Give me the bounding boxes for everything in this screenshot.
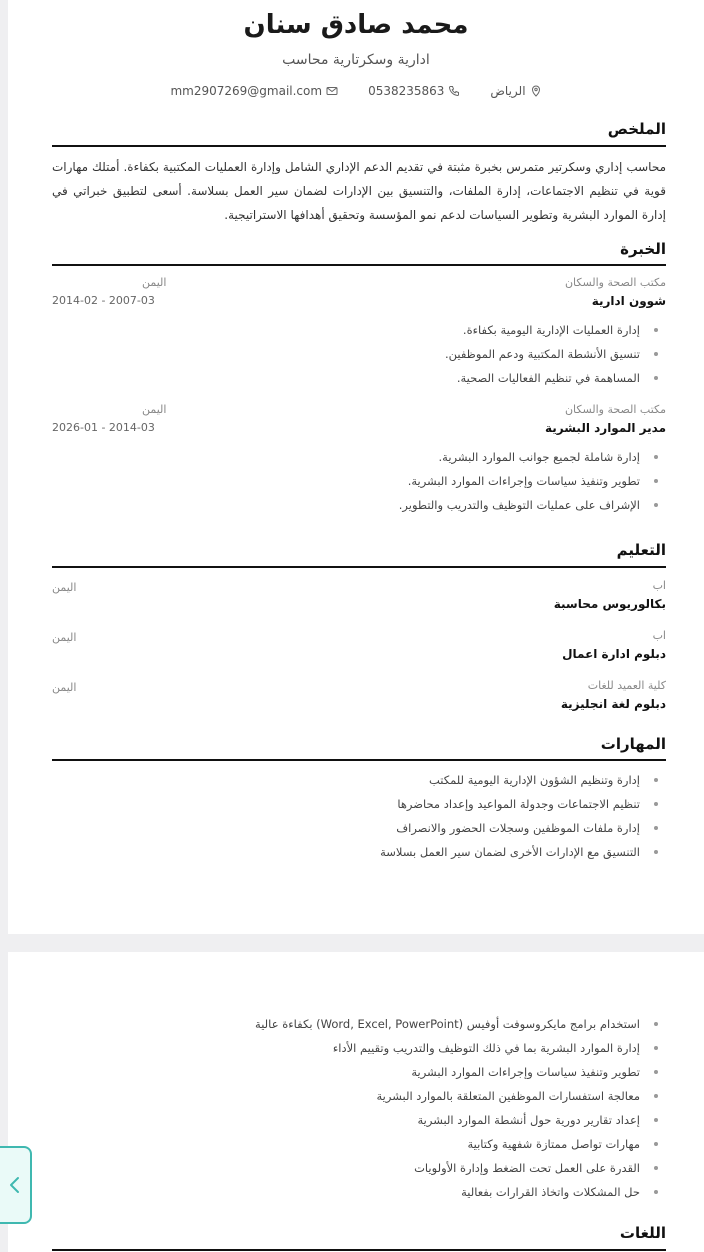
summary-divider <box>52 145 666 147</box>
experience-bullets <box>445 318 666 390</box>
skills-list-continued <box>255 1012 666 1204</box>
education-degree: دبلوم ادارة اعمال <box>562 647 666 661</box>
education-school: كلية العميد للغات <box>587 679 666 692</box>
phone-text: 0538235863 <box>368 84 445 98</box>
list-item: مهارات تواصل ممتازة شفهية وكتابية <box>255 1132 666 1156</box>
experience-dates: 2026-01 - 2014-03 <box>52 421 155 434</box>
email-text: mm2907269@gmail.com <box>170 84 323 98</box>
map-pin-icon <box>530 85 542 97</box>
list-item: التنسيق مع الإدارات الأخرى لضمان سير العمل بسلاسة <box>380 840 666 864</box>
summary-heading: الملخص <box>607 120 666 138</box>
experience-org: مكتب الصحة والسكان <box>564 276 666 289</box>
experience-location: اليمن <box>142 403 167 416</box>
experience-role: مدير الموارد البشرية <box>544 421 666 435</box>
list-item: القدرة على العمل تحت الضغط وإدارة الأولويات <box>255 1156 666 1180</box>
contact-info <box>16 84 696 98</box>
list-item: إدارة وتنظيم الشؤون الإدارية اليومية للمكتب <box>380 768 666 792</box>
skills-divider <box>52 759 666 761</box>
candidate-name: محمد صادق سنان <box>243 10 469 40</box>
education-location: اليمن <box>52 681 77 694</box>
list-item: تطوير وتنفيذ سياسات وإجراءات الموارد البشرية <box>255 1060 666 1084</box>
previous-page-button[interactable] <box>0 1146 32 1224</box>
list-item: إدارة الموارد البشرية بما في ذلك التوظيف والتدريب وتقييم الأداء <box>255 1036 666 1060</box>
education-school: اب <box>652 579 666 592</box>
list-item: إدارة شاملة لجميع جوانب الموارد البشرية. <box>399 445 666 469</box>
contact-email <box>170 84 338 98</box>
experience-role: شوون ادارية <box>591 294 666 308</box>
education-location: اليمن <box>52 631 77 644</box>
list-item: معالجة استفسارات الموظفين المتعلقة بالموارد البشرية <box>255 1084 666 1108</box>
skills-list <box>380 768 666 864</box>
list-item: تنسيق الأنشطة المكتبية ودعم الموظفين. <box>445 342 666 366</box>
summary-text: محاسب إداري وسكرتير متمرس بخبرة مثبتة في تقديم الدعم الإداري الشامل وإدارة العمليات المكتبية بكفاءة. أمتلك مهارات قوية في تنظيم الاجتماعات، إدارة الملفات، والتنسيق بين الإدارات لضمان سير العمل بسلاسة. أسعى لتطبيق خبراتي في إدارة الموارد البشرية وتطوير السياسات لدعم نمو المؤسسة وتحقيق أهدافها الاستراتيجية. <box>52 160 666 222</box>
education-divider <box>52 566 666 568</box>
chevron-left-icon <box>8 1176 22 1194</box>
skills-heading: المهارات <box>600 735 666 753</box>
list-item: المساهمة في تنظيم الفعاليات الصحية. <box>445 366 666 390</box>
job-title: ادارية وسكرتارية محاسب <box>282 52 430 68</box>
education-degree: دبلوم لغة انجليزية <box>560 697 666 711</box>
contact-location <box>490 84 541 98</box>
experience-divider <box>52 264 666 266</box>
list-item: إعداد تقارير دورية حول أنشطة الموارد البشرية <box>255 1108 666 1132</box>
experience-bullets <box>399 445 666 517</box>
resume-page-1 <box>8 0 704 934</box>
languages-divider <box>52 1249 666 1251</box>
education-heading: التعليم <box>616 541 666 559</box>
experience-heading: الخبرة <box>620 240 666 258</box>
education-degree: بكالوريوس محاسبة <box>553 597 666 611</box>
languages-heading: اللغات <box>619 1224 666 1242</box>
location-text: الرياض <box>490 84 526 98</box>
education-school: اب <box>652 629 666 642</box>
experience-location: اليمن <box>142 276 167 289</box>
list-item: استخدام برامج مايكروسوفت أوفيس (Word, Excel, PowerPoint) بكفاءة عالية <box>255 1012 666 1036</box>
list-item: تطوير وتنفيذ سياسات وإجراءات الموارد البشرية. <box>399 469 666 493</box>
experience-org: مكتب الصحة والسكان <box>564 403 666 416</box>
resume-page-2 <box>8 952 704 1252</box>
experience-dates: 2014-02 - 2007-03 <box>52 294 155 307</box>
list-item: الإشراف على عمليات التوظيف والتدريب والتطوير. <box>399 493 666 517</box>
mail-icon <box>326 85 338 97</box>
phone-icon <box>448 85 460 97</box>
education-location: اليمن <box>52 581 77 594</box>
list-item: إدارة العمليات الإدارية اليومية بكفاءة. <box>445 318 666 342</box>
list-item: تنظيم الاجتماعات وجدولة المواعيد وإعداد محاضرها <box>380 792 666 816</box>
list-item: إدارة ملفات الموظفين وسجلات الحضور والانصراف <box>380 816 666 840</box>
contact-phone <box>368 84 460 98</box>
list-item: حل المشكلات واتخاذ القرارات بفعالية <box>255 1180 666 1204</box>
